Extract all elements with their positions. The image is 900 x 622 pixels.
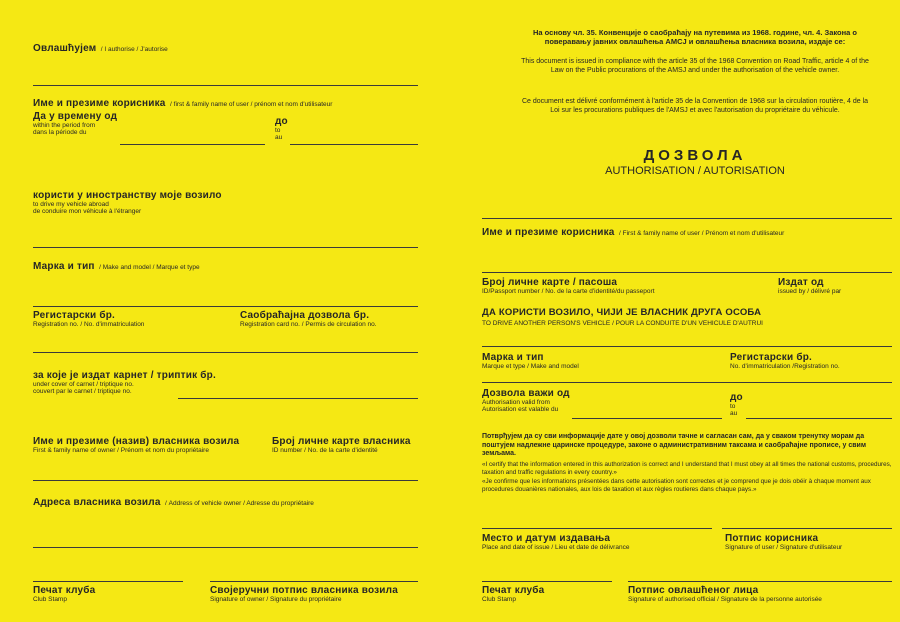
certify-fr: «Je confirme que les informations présentées dans cette autorisation sont correctes et je comprend que je dois obéir à chaque moment aux procedures douanières nationales, aux lois de taxation et aux règles routieres dans chaque pays.» <box>482 478 871 493</box>
make-label: Марка и тип / Make and model / Marque et type <box>33 261 200 272</box>
id-passport-label: Број личне карте / пасоша ID/Passport number / No. de la carte d'identité/du passeport <box>482 277 655 295</box>
document-subtitle: AUTHORISATION / AUTORISATION <box>605 165 785 177</box>
right-user-name-label: Име и презиме корисника / First & family name of user / Prénom et nom d'utilisateur <box>482 227 785 238</box>
right-user-name-line <box>482 272 892 273</box>
make-line <box>33 306 418 307</box>
legal-basis-cyr: На основу чл. 35. Конвенције о саобраћају на путевима из 1968. године, чл. 4. Закона о поверавању јавних овлашћења АМСЈ и овлашћења власника возила, издаје се: <box>533 28 857 46</box>
certify-en: «I certify that the information entered in this authorization is correct and I understand that I must obey at all times the national customs, procedures, taxation and traffic regulations in every country.» <box>482 461 892 476</box>
user-name-label: Име и презиме корисника / first & family name of user / prénom et nom d'utilisateur <box>33 98 333 109</box>
carnet-line <box>178 398 418 399</box>
owner-id-label: Број личне карте власника ID number / No. de la carte d'identité <box>272 436 411 454</box>
owner-signature-line <box>210 581 418 582</box>
issued-by-label: Издат од issued by / délivré par <box>778 277 842 295</box>
use-abroad-line <box>33 247 418 248</box>
place-date-label: Место и датум издавања Place and date of issue / Lieu et date de délivrance <box>482 533 630 551</box>
user-signature-label: Потпис корисника Signature of user / Signature d'utilisateur <box>725 533 843 551</box>
certify-cyr: Потврђујем да су сви информације дате у овој дозволи тачне и сагласан сам, да у сваком тренутку морам да поштујем надлежне царинске процедуре, законе о административним таксама и саобраћајне прописе, у свим земљама. <box>482 433 867 457</box>
club-stamp-line <box>33 581 183 582</box>
pre-name-line <box>482 218 892 219</box>
carnet-label: за које је издат карнет / триптик бр. under cover of carnet / triptique no. couvert par le carnet / triptique no. <box>33 370 216 395</box>
valid-to-label: до to au <box>730 392 743 417</box>
drive-other-cyr: ДА КОРИСТИ ВОЗИЛО, ЧИЈИ ЈЕ ВЛАСНИК ДРУГА ОСОБА <box>482 307 762 318</box>
club-stamp-label: Печат клуба Club Stamp <box>33 585 96 603</box>
owner-signature-label: Својеручни потпис власника возила Signature of owner / Signature du propriétaire <box>210 585 398 603</box>
drive-other-lat: TO DRIVE ANOTHER PERSON'S VEHICLE / POUR LA CONDUITE D'UN VEHICULE D'AUTRUI <box>482 320 763 327</box>
right-make-label: Марка и тип Marque et type / Make and model <box>482 352 579 370</box>
official-signature-line <box>628 581 892 582</box>
period-to-line <box>290 144 418 145</box>
place-date-line <box>482 528 712 529</box>
period-to-label: до to au <box>275 116 288 141</box>
valid-to-line <box>746 418 892 419</box>
reg-no-label: Регистарски бр. Registration no. / No. d'immatriculation <box>33 310 145 328</box>
owner-line <box>33 480 418 481</box>
authorize-line <box>33 85 418 86</box>
owner-name-label: Име и презиме (назив) власника возила First & family name of owner / Prénom et nom du propriétaire <box>33 436 240 454</box>
legal-basis-en: This document is issued in compliance with the article 35 of the 1968 Convention on Road Traffic, article 4 of the Law on the Public procurations of the AMSJ and under the authorisation of the vehicle owner. <box>521 58 869 74</box>
reg-card-label: Саобраћајна дозвола бр. Registration card no. / Permis de circulation no. <box>240 310 377 328</box>
reg-line <box>33 352 418 353</box>
valid-from-label: Дозвола важи од Authorisation valid from Autorisation est valable du <box>482 388 570 413</box>
owner-address-label: Адреса власника возила / Address of vehicle owner / Adresse du propriétaire <box>33 497 314 508</box>
right-page <box>450 0 900 622</box>
period-from-line <box>120 144 265 145</box>
drive-other-line <box>482 346 892 347</box>
authorize-label: Овлашћујем / I authorise / J'autorise <box>33 43 168 54</box>
use-abroad-label: користи у иностранству моје возило to drive my vehicle abroad de conduire mon véhicule à l'étranger <box>33 190 222 215</box>
right-make-line <box>482 382 892 383</box>
official-signature-label: Потпис овлашћеног лица Signature of authorised official / Signature de la personne autorisée <box>628 585 822 603</box>
user-signature-line <box>722 528 892 529</box>
right-reg-no-label: Регистарски бр. No. d'immatriculation /Registration no. <box>730 352 840 370</box>
legal-basis-fr: Ce document est délivré conformément à l'article 35 de la Convention de 1968 sur la circulation routière, 4 de la Loi sur les procurations publiques de l'AMSJ et avec l'autorisation du propriétaire du véhicule. <box>521 98 869 114</box>
document-title: ДОЗВОЛА <box>643 147 747 164</box>
right-club-stamp-label: Печат клуба Club Stamp <box>482 585 545 603</box>
valid-from-line <box>572 418 722 419</box>
owner-address-line <box>33 547 418 548</box>
right-club-stamp-line <box>482 581 612 582</box>
period-from-label: Да у времену од within the period from dans la période du <box>33 111 118 136</box>
